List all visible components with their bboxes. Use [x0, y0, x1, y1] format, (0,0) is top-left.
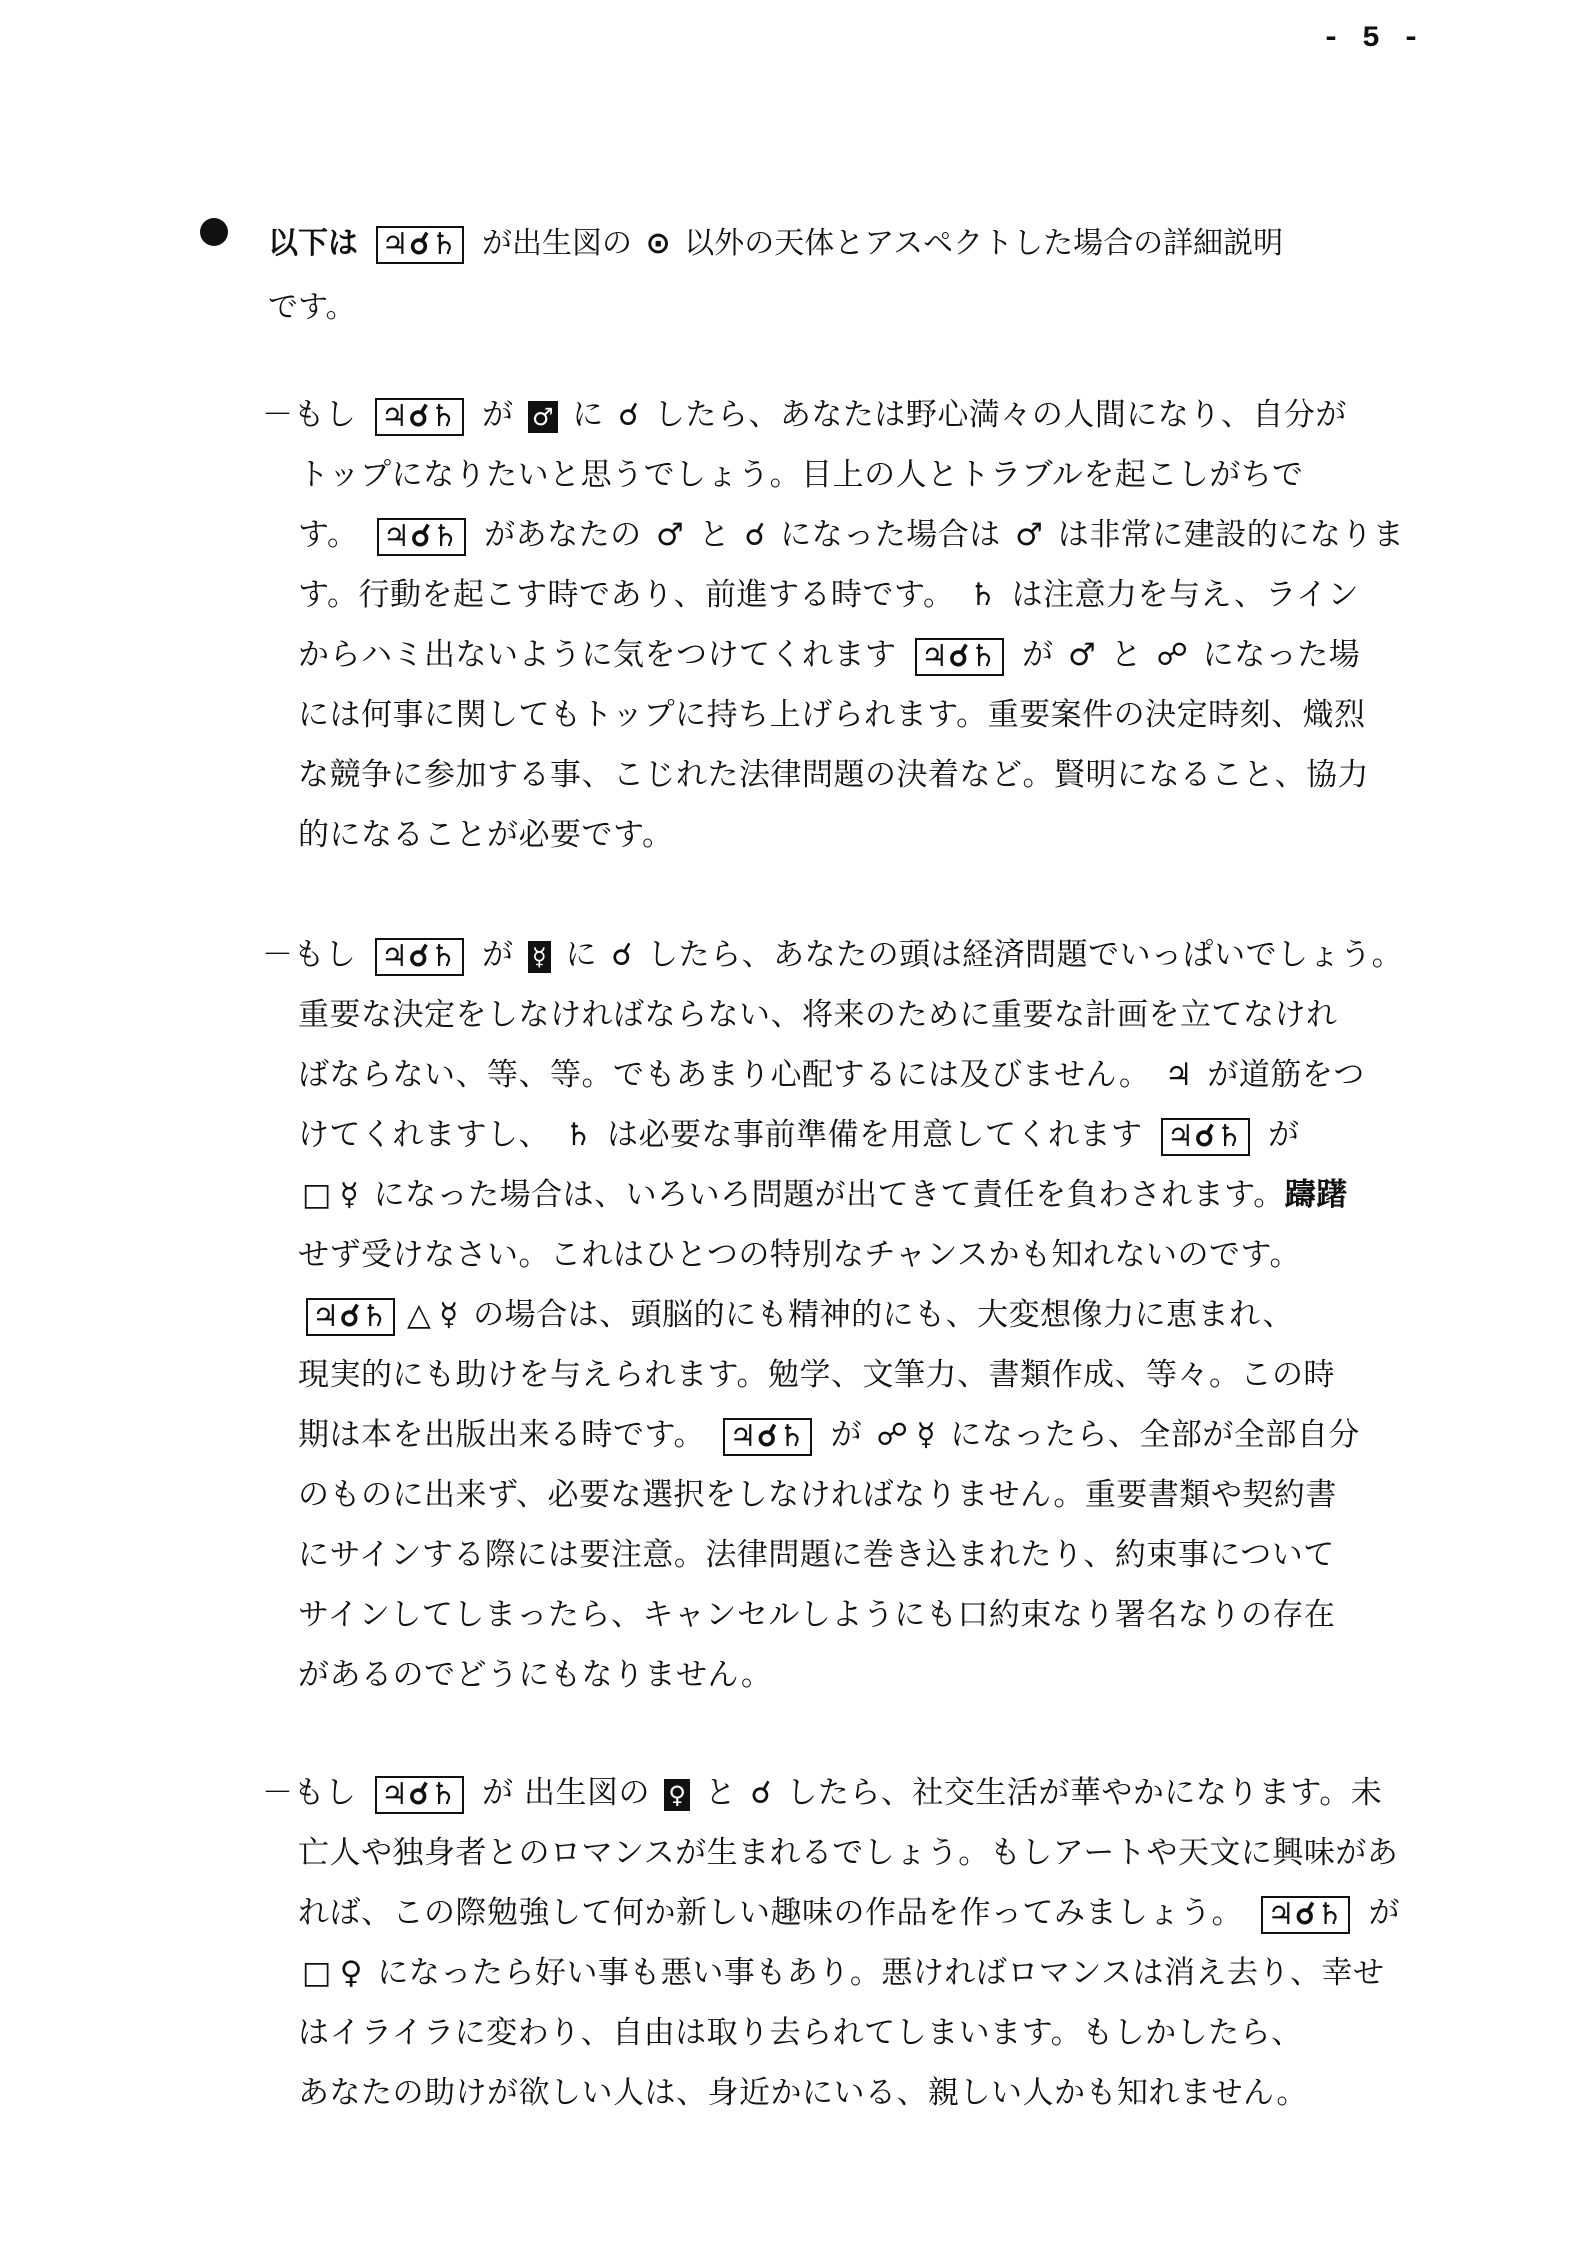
mercury-icon: ☿ [528, 941, 551, 973]
mars-icon: ♂ [1068, 637, 1097, 673]
conjunction-icon: ☌ [618, 397, 640, 433]
mars-icon: ♂ [656, 517, 685, 553]
conjunction-icon: ☌ [750, 1775, 772, 1811]
bullet-icon [200, 218, 228, 246]
combo-symbol-box: ♃☌♄ [1261, 1896, 1350, 1934]
conjunction-icon: ☌ [744, 517, 766, 553]
conjunction-icon: ☌ [611, 937, 633, 973]
mercury-icon: ☿ [916, 1417, 936, 1453]
combo-symbol-box: ♃☌♄ [376, 226, 465, 264]
combo-symbol-box: ♃☌♄ [375, 938, 464, 976]
trine-icon: △ [406, 1297, 432, 1333]
paragraph-mercury: －もし ♃☌♄ が ☿ に ☌ したら、あなたの頭は経済問題でいっぱいでしょう。 重要な決定をしなければならない、将来のために重要な計画を立てなけれ ばならない、等、等。でもあまり心配するには及びません。 ♃ が道筋をつ けてくれますし、 ♄ は必要な事前準備を用意してくれます ♃☌♄ が □ ☿ になった場合は、いろいろ問題が出てきて責任を負わされます。躊躇 せず受けなさい。これはひとつの特別なチャンスかも知れないのです。 ♃☌♄ △ ☿ の場合は、頭脳的にも精神的にも、大変想像力に恵まれ、 現実的にも助けを与えられます。勉学、文筆力、書類作成、等々。この時 期は本を出版出来る時です。 ♃☌♄ が ☍ ☿ になったら、全部が全部自分 のものに出来ず、必要な選択をしなければなりません。重要書類や契約書 にサインする際には要注意。法律問題に巻き込まれたり、約束事について サインしてしまったら、キャンセルしようにも口約束なり署名なりの存在 があるのでどうにもなりません。 [262, 937, 1404, 1693]
venus-icon: ♀ [664, 1779, 690, 1811]
mars-icon: ♂ [528, 401, 558, 433]
sun-icon: ⊙ [645, 226, 671, 261]
combo-symbol-box: ♃☌♄ [375, 398, 464, 436]
combo-symbol-box: ♃☌♄ [377, 518, 466, 556]
intro-section [200, 212, 1400, 340]
combo-symbol-box: ♃☌♄ [915, 638, 1004, 676]
intro-text: 以下は ♃☌♄ が出生図の ⊙ 以外の天体とアスペクトした場合の詳細説明 です。 [268, 226, 1284, 325]
mercury-icon: ☿ [339, 1177, 360, 1213]
jupiter-icon: ♃ [1164, 1057, 1194, 1093]
square-icon: □ [302, 1177, 332, 1213]
mercury-icon: ☿ [439, 1297, 459, 1333]
mars-icon: ♂ [1015, 517, 1044, 553]
combo-symbol-box: ♃☌♄ [375, 1776, 464, 1814]
paragraph-mars: －もし ♃☌♄ が ♂ に ☌ したら、あなたは野心満々の人間になり、自分が トップになりたいと思うでしょう。目上の人とトラブルを起こしがちで す。 ♃☌♄ があなたの ♂ と ☌ になった場合は ♂ は非常に建設的になりま す。行動を起こす時であり、前進する時です。 ♄ は注意力を与え、ライン からハミ出ないように気をつけてくれます ♃☌♄ が ♂ と ☍ になった場 には何事に関してもトップに持ち上げられます。重要案件の決定時刻、熾烈 な競争に参加する事、こじれた法律問題の決着など。賢明になること、協力 的になることが必要です。 [262, 397, 1405, 853]
saturn-icon: ♄ [968, 577, 998, 613]
opposition-icon: ☍ [1156, 637, 1189, 673]
square-icon: □ [302, 1955, 332, 1991]
combo-symbol-box: ♃☌♄ [306, 1298, 395, 1336]
paragraph-venus: －もし ♃☌♄ が 出生図の ♀ と ☌ したら、社交生活が華やかになります。未 亡人や独身者とのロマンスが生まれるでしょう。もしアートや天文に興味があ れば、この際勉強して何か新しい趣味の作品を作ってみましょう。 ♃☌♄ が □ ♀ になったら好い事も悪い事もあり。悪ければロマンスは消え去り、幸せ はイライラに変わり、自由は取り去られてしまいます。もしかしたら、 あなたの助けが欲しい人は、身近かにいる、親しい人かも知れません。 [262, 1775, 1401, 2111]
combo-symbol-box: ♃☌♄ [723, 1418, 812, 1456]
opposition-icon: ☍ [876, 1417, 909, 1453]
venus-icon: ♀ [339, 1955, 364, 1991]
combo-symbol-box: ♃☌♄ [1161, 1118, 1250, 1156]
page-number: - 5 - [1322, 22, 1423, 56]
saturn-icon: ♄ [564, 1117, 593, 1153]
intro-lead: 以下は [268, 226, 358, 261]
